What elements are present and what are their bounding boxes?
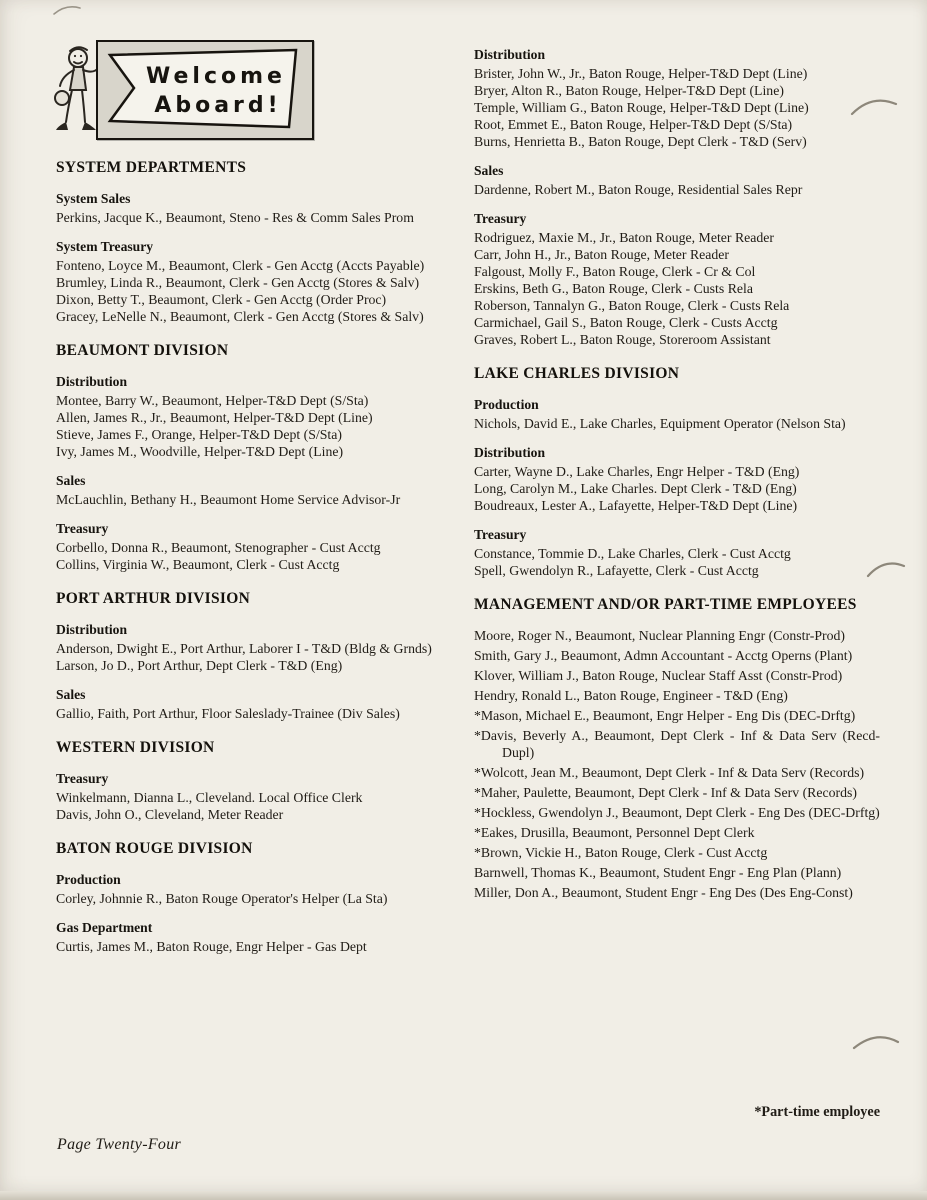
division-heading: SYSTEM DEPARTMENTS: [56, 159, 247, 176]
employee-entry: Davis, John O., Cleveland, Meter Reader: [56, 807, 284, 822]
department-subheading: Distribution: [474, 47, 546, 62]
employee-entry: Roberson, Tannalyn G., Baton Rouge, Clerk - Custs Rela: [474, 298, 790, 313]
division-section: [56, 158, 448, 325]
employee-entry: Corbello, Donna R., Beaumont, Stenographer - Cust Acctg: [56, 540, 381, 555]
employee-entry: Carmichael, Gail S., Baton Rouge, Clerk - Custs Acctg: [474, 315, 778, 330]
department-group: [56, 373, 448, 460]
department-subheading: Sales: [56, 473, 86, 488]
department-group: [474, 627, 880, 901]
division-section: [56, 738, 448, 823]
department-subheading: Distribution: [56, 622, 128, 637]
employee-entry: *Wolcott, Jean M., Beaumont, Dept Clerk - Inf & Data Serv (Records): [474, 765, 865, 780]
employee-entry: Carter, Wayne D., Lake Charles, Engr Helper - T&D (Eng): [474, 464, 800, 479]
department-group: [474, 444, 880, 514]
department-subheading: System Treasury: [56, 239, 154, 254]
employee-entry: Nichols, David E., Lake Charles, Equipment Operator (Nelson Sta): [474, 416, 846, 431]
right-column: [474, 34, 880, 904]
employee-entry: Boudreaux, Lester A., Lafayette, Helper-T&D Dept (Line): [474, 498, 798, 513]
department-group: [56, 686, 448, 722]
scan-artifact-corner: [52, 2, 82, 16]
employee-entry: Corley, Johnnie R., Baton Rouge Operator's Helper (La Sta): [56, 891, 388, 906]
employee-entry: Spell, Gwendolyn R., Lafayette, Clerk - Cust Acctg: [474, 563, 759, 578]
division-section: [56, 839, 448, 955]
employee-entry: Carr, John H., Jr., Baton Rouge, Meter Reader: [474, 247, 730, 262]
division-heading: MANAGEMENT AND/OR PART-TIME EMPLOYEES: [474, 596, 857, 613]
department-group: [474, 162, 880, 198]
department-subheading: System Sales: [56, 191, 131, 206]
department-subheading: Gas Department: [56, 920, 153, 935]
employee-entry: Gallio, Faith, Port Arthur, Floor Saleslady-Trainee (Div Sales): [56, 706, 400, 721]
employee-entry: Erskins, Beth G., Baton Rouge, Clerk - Custs Rela: [474, 281, 753, 296]
division-section: [474, 46, 880, 348]
employee-entry: McLauchlin, Bethany H., Beaumont Home Service Advisor-Jr: [56, 492, 401, 507]
department-subheading: Treasury: [56, 521, 109, 536]
department-group: [56, 770, 448, 823]
division-heading: LAKE CHARLES DIVISION: [474, 365, 680, 382]
department-group: [474, 396, 880, 432]
scan-artifact-middle: [866, 556, 906, 582]
employee-entry: Klover, William J., Baton Rouge, Nuclear Staff Asst (Constr-Prod): [474, 668, 843, 683]
employee-entry: Burns, Henrietta B., Baton Rouge, Dept Clerk - T&D (Serv): [474, 134, 807, 149]
division-section: [56, 341, 448, 573]
employee-entry: Barnwell, Thomas K., Beaumont, Student Engr - Eng Plan (Plann): [474, 865, 842, 880]
department-subheading: Treasury: [474, 211, 527, 226]
logo-line1: Welcome: [146, 64, 286, 89]
employee-entry: Ivy, James M., Woodville, Helper-T&D Dept (Line): [56, 444, 344, 459]
welcome-aboard-logo: [52, 38, 318, 142]
employee-entry: Gracey, LeNelle N., Beaumont, Clerk - Gen Acctg (Stores & Salv): [56, 309, 424, 324]
employee-entry: Graves, Robert L., Baton Rouge, Storeroom Assistant: [474, 332, 771, 347]
department-group: [56, 238, 448, 325]
division-heading: BATON ROUGE DIVISION: [56, 840, 253, 857]
department-subheading: Sales: [474, 163, 504, 178]
employee-entry: *Hockless, Gwendolyn J., Beaumont, Dept Clerk - Eng Des (DEC-Drftg): [474, 805, 880, 820]
employee-entry: *Davis, Beverly A., Beaumont, Dept Clerk - Inf & Data Serv (Recd-Dupl): [474, 728, 880, 760]
division-heading: BEAUMONT DIVISION: [56, 342, 229, 359]
employee-entry: Montee, Barry W., Beaumont, Helper-T&D Dept (S/Sta): [56, 393, 369, 408]
employee-entry: Hendry, Ronald L., Baton Rouge, Engineer - T&D (Eng): [474, 688, 788, 703]
employee-entry: Collins, Virginia W., Beaumont, Clerk - Cust Acctg: [56, 557, 340, 572]
employee-entry: Brumley, Linda R., Beaumont, Clerk - Gen Acctg (Stores & Salv): [56, 275, 420, 290]
employee-entry: Bryer, Alton R., Baton Rouge, Helper-T&D Dept (Line): [474, 83, 784, 98]
department-group: [56, 919, 448, 955]
department-group: [474, 526, 880, 579]
department-subheading: Treasury: [474, 527, 527, 542]
division-section: [56, 589, 448, 722]
department-group: [56, 871, 448, 907]
employee-entry: Allen, James R., Jr., Beaumont, Helper-T&D Dept (Line): [56, 410, 373, 425]
logo-line2: Aboard!: [154, 93, 282, 118]
logo-box: [96, 40, 314, 140]
page-number: Page Twenty-Four: [57, 1136, 182, 1153]
employee-entry: Constance, Tommie D., Lake Charles, Clerk - Cust Acctg: [474, 546, 791, 561]
division-heading: WESTERN DIVISION: [56, 739, 215, 756]
employee-entry: Curtis, James M., Baton Rouge, Engr Helper - Gas Dept: [56, 939, 367, 954]
employee-entry: Falgoust, Molly F., Baton Rouge, Clerk - Cr & Col: [474, 264, 756, 279]
employee-entry: Moore, Roger N., Beaumont, Nuclear Planning Engr (Constr-Prod): [474, 628, 846, 643]
department-subheading: Distribution: [56, 374, 128, 389]
employee-entry: Perkins, Jacque K., Beaumont, Steno - Res & Comm Sales Prom: [56, 210, 414, 225]
employee-entry: Anderson, Dwight E., Port Arthur, Laborer I - T&D (Bldg & Grnds): [56, 641, 432, 656]
employee-entry: Dardenne, Robert M., Baton Rouge, Residential Sales Repr: [474, 182, 803, 197]
department-subheading: Treasury: [56, 771, 109, 786]
scan-artifact-top: [850, 92, 898, 118]
left-column: [56, 158, 448, 955]
employee-entry: Rodriguez, Maxie M., Jr., Baton Rouge, Meter Reader: [474, 230, 775, 245]
employee-entry: *Mason, Michael E., Beaumont, Engr Helper - Eng Dis (DEC-Drftg): [474, 708, 856, 723]
employee-entry: Root, Emmet E., Baton Rouge, Helper-T&D Dept (S/Sta): [474, 117, 793, 132]
employee-entry: Fonteno, Loyce M., Beaumont, Clerk - Gen Acctg (Accts Payable): [56, 258, 425, 273]
employee-entry: *Brown, Vickie H., Baton Rouge, Clerk - Cust Acctg: [474, 845, 768, 860]
department-subheading: Production: [474, 397, 539, 412]
employee-entry: Brister, John W., Jr., Baton Rouge, Helper-T&D Dept (Line): [474, 66, 808, 81]
employee-entry: Dixon, Betty T., Beaumont, Clerk - Gen Acctg (Order Proc): [56, 292, 387, 307]
employee-entry: *Eakes, Drusilla, Beaumont, Personnel Dept Clerk: [474, 825, 755, 840]
department-group: [474, 46, 880, 150]
employee-entry: Stieve, James F., Orange, Helper-T&D Dept (S/Sta): [56, 427, 342, 442]
department-subheading: Sales: [56, 687, 86, 702]
department-group: [56, 621, 448, 674]
scan-artifact-bottom: [852, 1028, 900, 1054]
employee-entry: Miller, Don A., Beaumont, Student Engr - Eng Des (Des Eng-Const): [474, 885, 853, 900]
employee-entry: Smith, Gary J., Beaumont, Admn Accountant - Acctg Operns (Plant): [474, 648, 853, 663]
mascot-illustration: [52, 42, 102, 142]
division-heading: PORT ARTHUR DIVISION: [56, 590, 251, 607]
employee-entry: Temple, William G., Baton Rouge, Helper-T&D Dept (Line): [474, 100, 809, 115]
division-section: [474, 364, 880, 579]
department-group: [56, 190, 448, 226]
department-group: [56, 472, 448, 508]
employee-entry: *Maher, Paulette, Beaumont, Dept Clerk - Inf & Data Serv (Records): [474, 785, 857, 800]
department-group: [474, 210, 880, 348]
department-group: [56, 520, 448, 573]
employee-entry: Winkelmann, Dianna L., Cleveland. Local Office Clerk: [56, 790, 363, 805]
part-time-note: *Part-time employee: [754, 1104, 880, 1120]
department-subheading: Distribution: [474, 445, 546, 460]
department-subheading: Production: [56, 872, 121, 887]
division-section: [474, 595, 880, 901]
employee-entry: Long, Carolyn M., Lake Charles. Dept Clerk - T&D (Eng): [474, 481, 797, 496]
page-edge-shadow: [0, 1191, 927, 1200]
employee-entry: Larson, Jo D., Port Arthur, Dept Clerk - T&D (Eng): [56, 658, 343, 673]
